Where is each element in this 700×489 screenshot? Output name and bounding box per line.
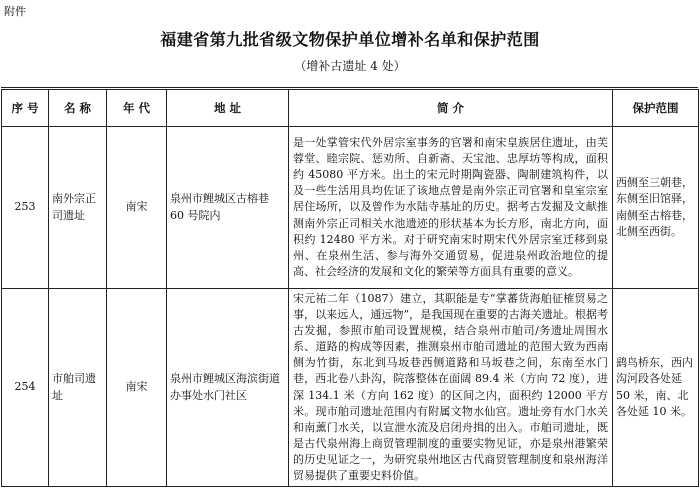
row-address: 泉州市鲤城区海滨街道办事处水门社区 <box>167 289 289 487</box>
row-era: 南宋 <box>107 289 167 487</box>
protection-table <box>1 89 699 487</box>
col-header-address: 地 址 <box>167 90 289 127</box>
row-era: 南宋 <box>107 127 167 289</box>
table-header-row <box>2 90 699 127</box>
col-header-protection: 保护范围 <box>613 90 699 127</box>
protection-table-container <box>1 89 698 487</box>
table-row <box>2 127 699 289</box>
row-intro: 是一处掌管宋代外居宗室事务的官署和南宋皇族居住遗址，由芙蓉堂、睦宗院、惩劝所、自新斋、天宝池、忠厚坊等构成，面积约 45080 平方米。出土的宋元时期陶瓷器、陶制建筑构件，以及一些生活用具均佐证了该地点曾是南外宗正司官署和皇室宗室居住场所，以及曾作为水陆寺基址的历史。据考古发掘及文献推测南外宗正司相关水池遗迹的形状基本为长方形，南北方向，面积约 12480 平方米。对于研究南宋时期宋代外居宗室迁移到泉州、在泉州生活、参与海外交通贸易，促进泉州政治地位的提高、社会经济的发展和文化的繁荣等方面具有重要的意义。 <box>289 127 613 289</box>
table-top-rule <box>1 87 698 88</box>
document-title: 福建省第九批省级文物保护单位增补名单和保护范围 <box>160 30 540 49</box>
row-protection: 鹞鸟桥东，西内沟河段各处延 50 米，南、北各处延 10 米。 <box>613 289 699 487</box>
col-header-era: 年 代 <box>107 90 167 127</box>
row-protection: 西侧至三朝巷，东侧至旧馆驿，南侧至古榕巷，北侧至西街。 <box>613 127 699 289</box>
row-intro: 宋元祐二年（1087）建立，其职能是专“掌蕃货海舶征榷贸易之事，以来远人，通远物”，是我国现在重要的古海关遗址。根据考古发掘，参照市舶司设置规模，结合泉州市舶司/务遗址周围水系、道路的构成等因素，推测泉州市舶司遗址的范围大致为西南侧为竹街，东北到马坂巷西侧道路和马坂巷之间，东南至水门巷，西北卷八卦沟，院落整体在面阔 89.4 米（方向 72 度），进深 134.1 米（方向 162 度）的区间之内，面积约 12000 平方米。现市舶司遗址范围内有附属文物水仙宫。遗址旁有水门水关和南薰门水关，以宣泄水流及启闭舟揖的出入。市舶司遗址，既是古代泉州海上商贸管理制度的重要实物见证，亦是泉州港繁荣的历史见证之一，为研究泉州地区古代商贸管理制度和泉州海洋贸易提供了重要史料价值。 <box>289 289 613 487</box>
row-name: 市舶司遗址 <box>49 289 107 487</box>
table-row <box>2 289 699 487</box>
row-address: 泉州市鲤城区古榕巷 60 号院内 <box>167 127 289 289</box>
attachment-label: 附件 <box>4 5 26 18</box>
row-number: 254 <box>2 289 49 487</box>
col-header-name: 名 称 <box>49 90 107 127</box>
col-header-intro: 简 介 <box>289 90 613 127</box>
row-name: 南外宗正司遗址 <box>49 127 107 289</box>
col-header-number: 序 号 <box>2 90 49 127</box>
document-subtitle: （增补古遗址 4 处） <box>294 59 406 73</box>
row-number: 253 <box>2 127 49 289</box>
